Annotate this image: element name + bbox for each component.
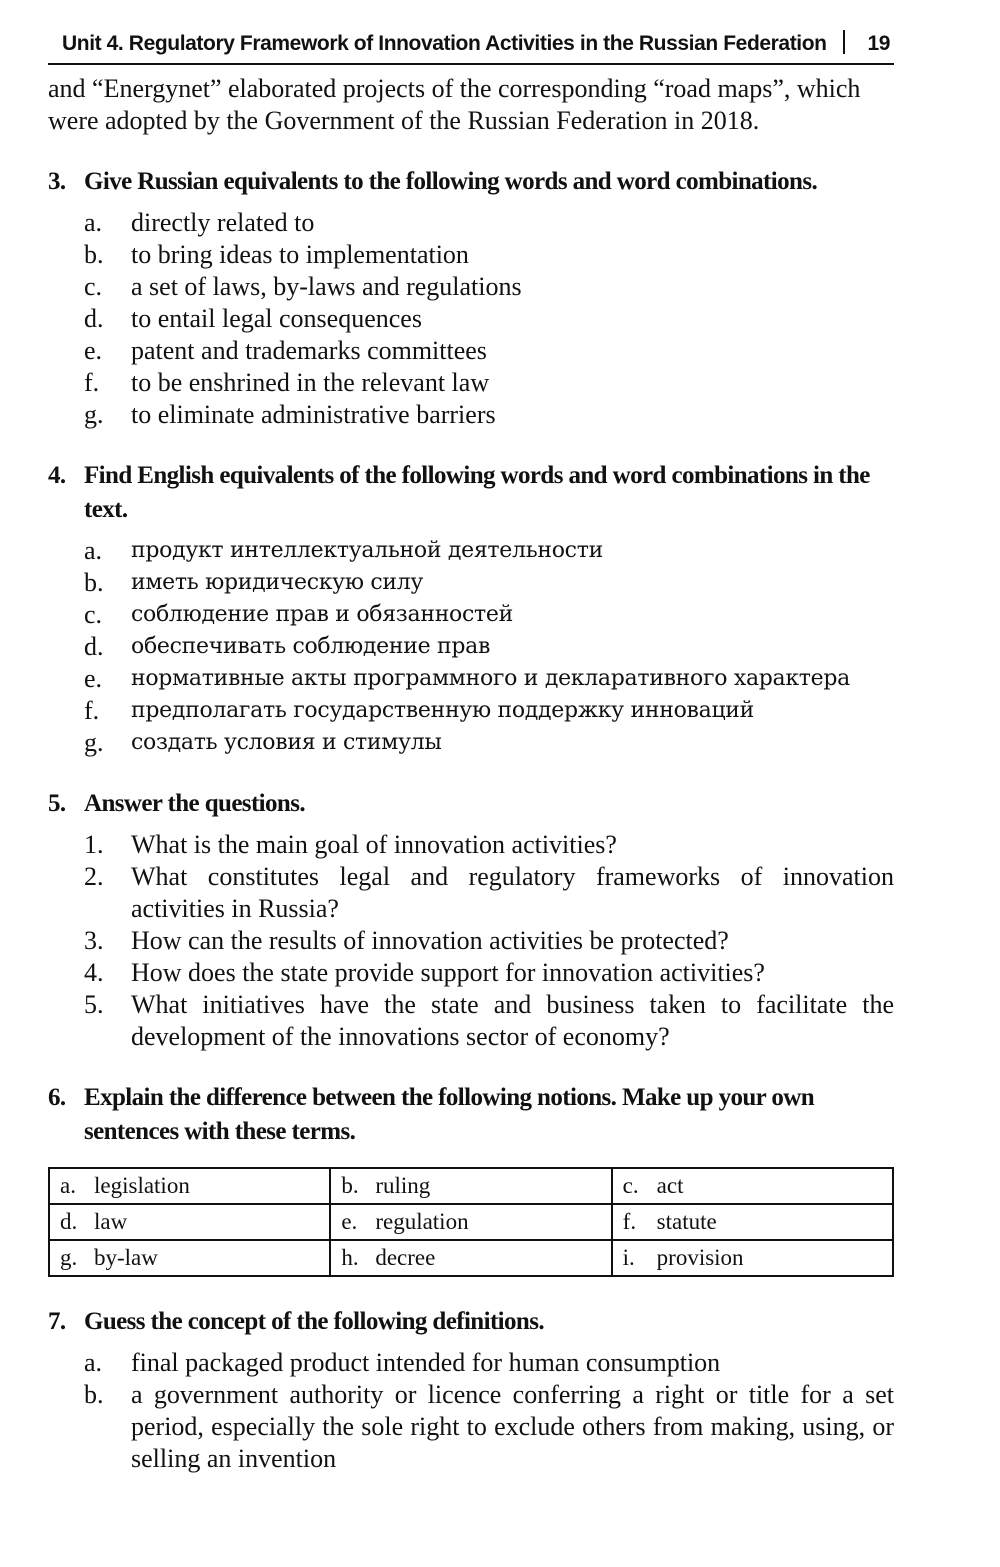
task-number: 3.: [48, 168, 66, 195]
list-item: [84, 567, 894, 599]
item-text: продукт интеллектуальной деятельности: [131, 538, 603, 563]
table-cell: [612, 1204, 893, 1240]
item-text: a government authority or licence conferring a right or title for a set period, especially the sole right to exclude others from making, using, or selling an invention: [131, 1380, 894, 1473]
cell-term: provision: [656, 1245, 744, 1270]
task-instruction: Explain the difference between the following notions. Make up your own sentences with these terms.: [84, 1084, 815, 1145]
item-text: What is the main goal of innovation activities?: [131, 830, 617, 859]
item-label: 5.: [84, 990, 104, 1019]
item-label: g.: [84, 728, 104, 757]
table-cell: [330, 1204, 611, 1240]
cell-label: d.: [60, 1209, 78, 1234]
cell-term: legislation: [94, 1173, 190, 1198]
cell-label: i.: [622, 1245, 635, 1270]
item-text: to bring ideas to implementation: [131, 240, 469, 269]
task-6: [48, 1081, 894, 1277]
cell-term: statute: [656, 1209, 717, 1234]
task-5: [48, 787, 894, 1053]
list-item: [84, 663, 894, 695]
item-text: How can the results of innovation activities be protected?: [131, 926, 729, 955]
task-3-title: [48, 165, 894, 199]
item-label: g.: [84, 400, 104, 429]
table-row: [49, 1240, 893, 1276]
item-label: d.: [84, 304, 104, 333]
page-number: 19: [867, 32, 890, 55]
table-row: [49, 1204, 893, 1240]
table-row: [49, 1168, 893, 1204]
item-text: a set of laws, by-laws and regulations: [131, 272, 522, 301]
terms-table: [48, 1167, 894, 1277]
cell-term: decree: [375, 1245, 436, 1270]
question-item: [84, 957, 894, 989]
item-label: b.: [84, 568, 104, 597]
item-text: directly related to: [131, 208, 315, 237]
task-4-title: [48, 459, 894, 527]
item-text: What constitutes legal and regulatory frameworks of innovation activities in Russia?: [131, 862, 894, 923]
item-text: нормативные акты программного и декларативного характера: [131, 666, 850, 691]
list-item: [84, 207, 894, 239]
item-label: 3.: [84, 926, 104, 955]
item-text: иметь юридическую силу: [131, 570, 424, 595]
list-item: [84, 367, 894, 399]
task-instruction: Answer the questions.: [84, 790, 305, 817]
task-7: [48, 1305, 894, 1475]
page-number-block: [843, 30, 890, 57]
item-label: 1.: [84, 830, 104, 859]
table-cell: [612, 1240, 893, 1276]
cell-term: regulation: [375, 1209, 469, 1234]
task-instruction: Give Russian equivalents to the following words and word combinations.: [84, 168, 818, 195]
task-number: 4.: [48, 462, 66, 489]
cell-label: b.: [341, 1173, 359, 1198]
task-6-title: [48, 1081, 894, 1149]
item-label: e.: [84, 664, 103, 693]
item-text: to entail legal consequences: [131, 304, 422, 333]
item-text: patent and trademarks committees: [131, 336, 487, 365]
running-header: [48, 30, 894, 65]
table-cell: [330, 1168, 611, 1204]
item-label: a.: [84, 536, 103, 565]
intro-paragraph: and “Energynet” elaborated projects of the corresponding “road maps”, which were adopted by the Government of the Russian Federation in 2018.: [48, 74, 861, 135]
question-item: [84, 925, 894, 957]
table-cell: [49, 1204, 330, 1240]
list-item: [84, 727, 894, 759]
item-text: final packaged product intended for human consumption: [131, 1348, 721, 1377]
cell-label: a.: [60, 1173, 76, 1198]
definition-item: [84, 1347, 894, 1379]
cell-term: act: [656, 1173, 684, 1198]
task-instruction: Find English equivalents of the following words and word combinations in the text.: [84, 462, 870, 523]
item-label: f.: [84, 696, 100, 725]
cell-label: c.: [622, 1173, 639, 1198]
task-number: 7.: [48, 1308, 66, 1335]
item-text: создать условия и стимулы: [131, 730, 442, 755]
table-cell: [49, 1168, 330, 1204]
list-item: [84, 695, 894, 727]
item-text: What initiatives have the state and business taken to facilitate the development of the innovations sector of economy?: [131, 990, 894, 1051]
item-text: соблюдение прав и обязанностей: [131, 602, 513, 627]
item-label: b.: [84, 240, 104, 269]
item-text: обеспечивать соблюдение прав: [131, 634, 491, 659]
list-item: [84, 599, 894, 631]
task-3-list: [48, 207, 894, 431]
cell-term: by-law: [94, 1245, 158, 1270]
item-label: b.: [84, 1380, 104, 1409]
task-7-list: [48, 1347, 894, 1475]
cell-label: h.: [341, 1245, 359, 1270]
task-instruction: Guess the concept of the following definitions.: [84, 1308, 544, 1335]
unit-title: Unit 4. Regulatory Framework of Innovation Activities in the Russian Federation: [62, 32, 827, 55]
table-cell: [330, 1240, 611, 1276]
question-item: [84, 989, 894, 1053]
cell-label: g.: [60, 1245, 78, 1270]
table-cell: [612, 1168, 893, 1204]
item-label: f.: [84, 368, 100, 397]
definition-item: [84, 1379, 894, 1475]
list-item: [84, 631, 894, 663]
table-cell: [49, 1240, 330, 1276]
task-3: [48, 165, 894, 431]
item-label: 2.: [84, 862, 104, 891]
list-item: [84, 271, 894, 303]
cell-label: e.: [341, 1209, 358, 1234]
item-text: to be enshrined in the relevant law: [131, 368, 490, 397]
task-5-title: [48, 787, 894, 821]
cell-label: f.: [622, 1209, 637, 1234]
item-text: предполагать государственную поддержку инноваций: [131, 698, 755, 723]
item-label: c.: [84, 600, 103, 629]
task-4: [48, 459, 894, 759]
list-item: [84, 239, 894, 271]
item-label: d.: [84, 632, 104, 661]
textbook-page: [48, 30, 894, 1475]
cell-term: law: [94, 1209, 128, 1234]
list-item: [84, 303, 894, 335]
task-5-list: [48, 829, 894, 1053]
task-4-list: [48, 535, 894, 759]
list-item: [84, 535, 894, 567]
item-label: c.: [84, 272, 103, 301]
item-label: 4.: [84, 958, 104, 987]
question-item: [84, 861, 894, 925]
item-label: a.: [84, 1348, 103, 1377]
item-label: a.: [84, 208, 103, 237]
question-item: [84, 829, 894, 861]
item-label: e.: [84, 336, 103, 365]
item-text: to eliminate administrative barriers: [131, 400, 496, 429]
cell-term: ruling: [375, 1173, 431, 1198]
list-item: [84, 399, 894, 431]
item-text: How does the state provide support for innovation activities?: [131, 958, 765, 987]
task-number: 5.: [48, 790, 66, 817]
list-item: [84, 335, 894, 367]
task-number: 6.: [48, 1084, 66, 1111]
task-7-title: [48, 1305, 894, 1339]
header-separator: [843, 30, 845, 54]
